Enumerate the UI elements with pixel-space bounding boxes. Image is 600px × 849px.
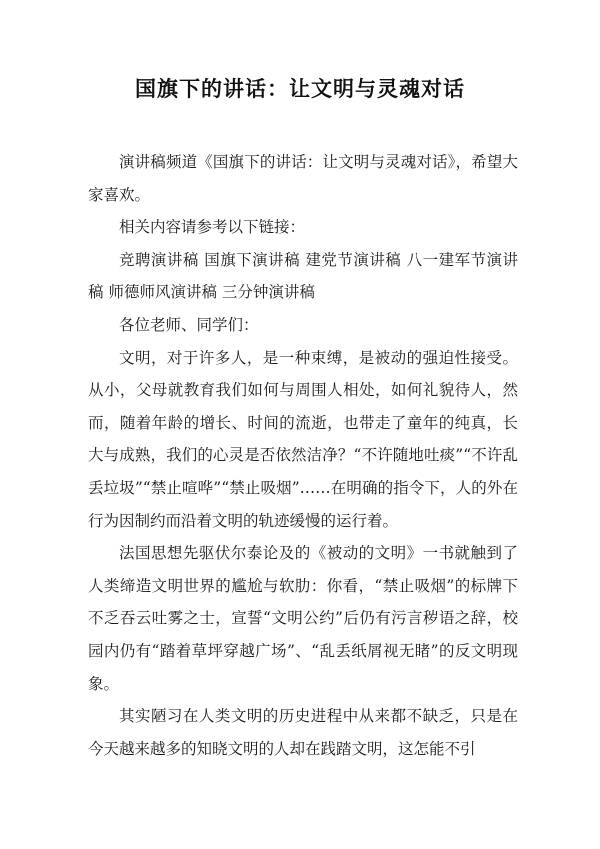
intro-paragraph: 演讲稿频道《国旗下的讲话：让文明与灵魂对话》，希望大家喜欢。 (88, 153, 518, 204)
related-links-list (88, 244, 518, 309)
document-body (88, 146, 518, 765)
related-links-label: 相关内容请参考以下链接： (119, 218, 306, 237)
link-party-day-speech[interactable]: 建党节演讲稿 (305, 250, 402, 269)
link-army-day-speech[interactable]: 八一建军节演讲稿 (88, 250, 518, 302)
link-teacher-ethics-speech[interactable]: 师德师风演讲稿 (108, 283, 217, 302)
body-paragraph-3: 其实陋习在人类文明的历史进程中从来都不缺乏，只是在今天越来越多的知晓文明的人却在践踏文明，这怎能不引 (88, 707, 518, 758)
document-title: 国旗下的讲话：让文明与灵魂对话 (135, 77, 465, 101)
body-paragraph-2: 法国思想先驱伏尔泰论及的《被动的文明》一书就触到了人类缔造文明世界的尴尬与软肋：你看，“禁止吸烟”的标牌下不乏吞云吐雾之士，宣誓“文明公约”后仍有污言秽语之辞，校园内仍有“踏着草坪穿越广场”、“乱丢纸屑视无睹”的反文明现象。 (88, 544, 518, 693)
link-three-minute-speech[interactable]: 三分钟演讲稿 (221, 283, 315, 302)
body-paragraph-1: 文明，对于许多人，是一种束缚，是被动的强迫性接受。从小，父母就教育我们如何与周围人相处，如何礼貌待人，然而，随着年龄的增长、时间的流逝，也带走了童年的纯真，长大与成熟，我们的心灵是否依然洁净？“不许随地吐痰”“不许乱丢垃圾”“禁止喧哗”“禁止吸烟”……在明确的指令下，人的外在行为因制约而沿着文明的轨迹缓慢的运行着。 (88, 348, 518, 530)
link-flag-speech[interactable]: 国旗下演讲稿 (204, 250, 301, 269)
link-competition-speech[interactable]: 竞聘演讲稿 (119, 250, 199, 269)
greeting-paragraph: 各位老师、同学们： (119, 315, 259, 334)
